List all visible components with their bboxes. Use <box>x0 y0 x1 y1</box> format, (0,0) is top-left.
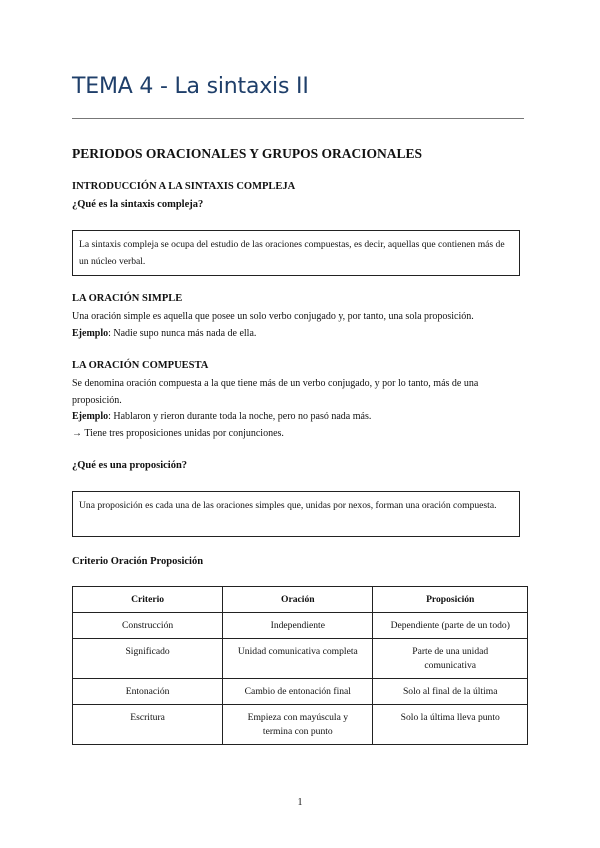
table-cell: Escritura <box>73 705 223 745</box>
section-heading: PERIODOS ORACIONALES Y GRUPOS ORACIONALES <box>72 146 423 161</box>
table-row <box>73 639 528 679</box>
example-label: Ejemplo <box>72 328 109 339</box>
definition-text: Una proposición es cada una de las oraciones simples que, unidas por nexos, forman una oración compuesta. <box>79 500 497 511</box>
table-cell: Parte de una unidad comunicativa <box>373 639 528 679</box>
definition-text: La sintaxis compleja se ocupa del estudio de las oraciones compuestas, es decir, aquellas que contienen más de un núcleo verbal. <box>79 239 505 267</box>
compuesta-heading: LA ORACIÓN COMPUESTA <box>72 360 209 371</box>
column-header: Oración <box>223 587 373 613</box>
table-header-row <box>73 587 528 613</box>
table-cell: Independiente <box>223 613 373 639</box>
table-cell: Solo al final de la última <box>373 679 528 705</box>
table-cell: Dependiente (parte de un todo) <box>373 613 528 639</box>
example-label: Ejemplo <box>72 411 109 422</box>
intro-question: ¿Qué es la sintaxis compleja? <box>72 199 204 210</box>
column-header: Criterio <box>73 587 223 613</box>
title-divider <box>72 118 524 119</box>
table-cell: Solo la última lleva punto <box>373 705 528 745</box>
example-text: : Nadie supo nunca más nada de ella. <box>108 328 257 339</box>
definition-box-proposicion <box>72 491 520 537</box>
table-cell: Entonación <box>73 679 223 705</box>
simple-text: Una oración simple es aquella que posee un solo verbo conjugado y, por tanto, una sola proposición. <box>72 311 474 322</box>
table-row <box>73 613 528 639</box>
example-text: : Hablaron y rieron durante toda la noche, pero no pasó nada más. <box>108 411 372 422</box>
compuesta-note: → Tiene tres proposiciones unidas por conjunciones. <box>72 428 284 439</box>
table-cell: Significado <box>73 639 223 679</box>
table-cell: Construcción <box>73 613 223 639</box>
column-header: Proposición <box>373 587 528 613</box>
compuesta-example <box>72 408 532 425</box>
table-cell: Cambio de entonación final <box>223 679 373 705</box>
compuesta-text: Se denomina oración compuesta a la que tiene más de un verbo conjugado, y por lo tanto, más de una proposición. <box>72 378 479 406</box>
intro-heading: INTRODUCCIÓN A LA SINTAXIS COMPLEJA <box>72 181 296 192</box>
table-cell: Unidad comunicativa completa <box>223 639 373 679</box>
table-cell: Empieza con mayúscula y termina con punto <box>223 705 373 745</box>
definition-box-sintaxis <box>72 230 520 276</box>
criteria-table <box>72 586 528 745</box>
page-title: TEMA 4 - La sintaxis II <box>72 74 309 99</box>
simple-heading: LA ORACIÓN SIMPLE <box>72 293 183 304</box>
table-row <box>73 679 528 705</box>
table-caption: Criterio Oración Proposición <box>72 556 204 567</box>
page-number: 1 <box>297 797 303 808</box>
proposicion-question: ¿Qué es una proposición? <box>72 460 188 471</box>
table-row <box>73 705 528 745</box>
simple-example <box>72 325 532 342</box>
